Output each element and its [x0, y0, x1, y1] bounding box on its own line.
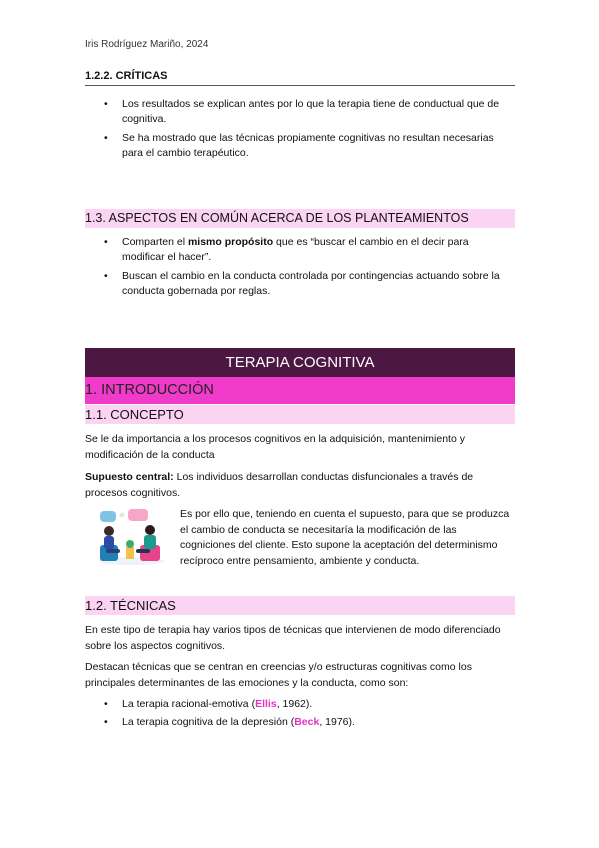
- list-item-text: , 1962).: [276, 698, 313, 710]
- heading-criticas: [85, 70, 515, 82]
- heading-tecnicas: 1.2. TÉCNICAS: [85, 596, 515, 615]
- emphasis-text: mismo propósito: [187, 236, 274, 248]
- citation-author: Beck: [294, 716, 320, 729]
- criticas-list: [104, 97, 514, 164]
- concepto-paragraph-3: Es por ello que, teniendo en cuenta el supuesto, para que se produzca el cambio de conducta se necesitaría la modificación de las cogniciones del cliente. Esto supone la aceptación del determinismo recíproco entre pensamiento, ambiente y conducta.: [180, 508, 510, 567]
- paragraph-text: Los individuos desarrollan conductas disfuncionales a través de procesos cognitivos.: [85, 471, 474, 499]
- list-item-text: que es “buscar el cambio en el decir para modificar el hacer”.: [122, 236, 469, 264]
- page-header-author: Iris Rodríguez Mariño, 2024: [85, 39, 209, 50]
- list-item-text: Se ha mostrado que las técnicas propiamente cognitivas no resultan necesarias para el cambio terapéutico.: [122, 131, 494, 159]
- heading-rule: [85, 85, 515, 86]
- list-item: [104, 697, 514, 712]
- bullet-icon: •: [104, 236, 108, 248]
- heading-introduccion: 1. INTRODUCCIÓN: [85, 377, 515, 404]
- bullet-icon: •: [104, 98, 108, 110]
- bullet-icon: •: [104, 716, 108, 729]
- section-title: TERAPIA COGNITIVA: [85, 348, 515, 377]
- list-item-text: La terapia cognitiva de la depresión (: [122, 716, 295, 729]
- list-item: [104, 269, 514, 300]
- tecnicas-paragraph-1: En este tipo de terapia hay varios tipos de técnicas que intervienen de modo diferenciado sobre los aspectos cognitivos.: [85, 624, 501, 652]
- tecnicas-list: [104, 697, 514, 734]
- heading-criticas-text: 1.2.2. CRÍTICAS: [85, 70, 168, 82]
- list-item-text: , 1976).: [319, 716, 355, 729]
- bullet-icon: •: [104, 269, 108, 282]
- list-item-text: Buscan el cambio en la conducta controlada por contingencias actuando sobre la conducta gobernada por reglas.: [122, 269, 500, 297]
- concepto-paragraph-1: Se le da importancia a los procesos cognitivos en la adquisición, mantenimiento y modificación de la conducta: [85, 433, 465, 461]
- list-item: [104, 97, 514, 128]
- list-item-text: Los resultados se explican antes por lo que la terapia tiene de conductual que de cognitiva.: [122, 98, 500, 126]
- list-item-text: Comparten el: [122, 236, 188, 248]
- list-item: [104, 131, 514, 162]
- emphasis-text: Supuesto central:: [85, 471, 174, 483]
- list-item-text: La terapia racional-emotiva (: [122, 698, 256, 710]
- list-item: [104, 235, 514, 266]
- therapy-session-illustration: [96, 509, 166, 567]
- heading-aspectos: 1.3. ASPECTOS EN COMÚN ACERCA DE LOS PLANTEAMIENTOS: [85, 209, 515, 228]
- tecnicas-paragraph-2: Destacan técnicas que se centran en creencias y/o estructuras cognitivas como los principales determinantes de las emociones y la conducta, como son:: [85, 661, 472, 689]
- aspectos-list: [104, 235, 514, 302]
- bullet-icon: •: [104, 131, 108, 144]
- heading-concepto: 1.1. CONCEPTO: [85, 405, 515, 424]
- list-item: [104, 715, 514, 730]
- bullet-icon: •: [104, 698, 108, 710]
- citation-author: Ellis: [255, 698, 277, 710]
- concepto-paragraph-2: [85, 470, 505, 501]
